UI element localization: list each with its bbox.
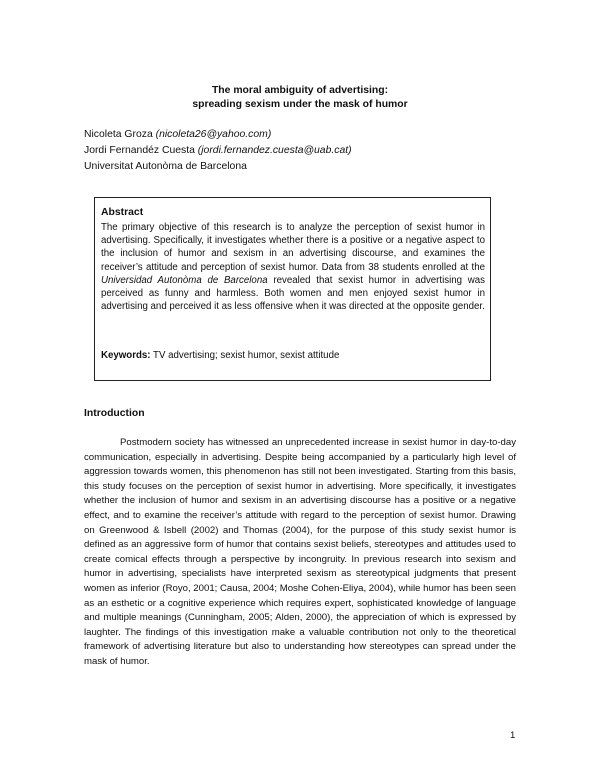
abstract-text-part-2: revealed that sexist humor in advertising was perceived as funny and harmless. Both women and men enjoyed sexist humor in advertising and perceived it as less offensive when it was directed at the opposite gender.: [101, 274, 485, 313]
abstract-text-part-1: The primary objective of this research is to analyze the perception of sexist humor in advertising. Specifically, it investigates whether there is a positive or a negative aspect to the inclusion of humor and sexism in an advertising discourse, and examines the receiver’s attitude and perception of sexist humor. Data from 38 students enrolled at the: [101, 222, 485, 273]
introduction-paragraph: Postmodern society has witnessed an unprecedented increase in sexist humor in day-to-day communication, especially in advertising. Despite being accompanied by a particularly high level of aggression towards women, this phenomenon has still not been investigated. Starting from this basis, this study focuses on the perception of sexist humor in advertising. More specifically, it investigates whether the inclusion of humor and sexism in an advertising discourse has a positive or a negative effect, and to examine the receiver’s attitude with regard to the perception of sexist humor. Drawing on Greenwood & Isbell (2002) and Thomas (2004), for the purpose of this study sexist humor is defined as an aggressive form of humor that contains sexist beliefs, stereotypes and attitudes used to create comical effects through a perspective by incongruity. In previous research into sexism and humor in advertising, specialists have interpreted sexism as stereotypical judgments that present women as inferior (Royo, 2001; Causa, 2004; Moshe Cohen-Eliya, 2004), while humor has been seen as an esthetic or a cognitive experience which requires expert, sophisticated knowledge of language and multiple meanings (Cunningham, 2005; Alden, 2000), the appreciation of which is expressed by laughter. The findings of this investigation make a valuable contribution not only to the theoretical framework of advertising literature but also to understanding how stereotypes can spread under the mask of humor.: [84, 437, 516, 667]
abstract-text: [101, 221, 485, 313]
author-1-name: Nicoleta Groza: [84, 129, 156, 140]
introduction-heading: Introduction: [84, 408, 145, 419]
abstract-university-name: Universidad Autonòma de Barcelona: [101, 274, 268, 286]
page-number: 1: [510, 730, 516, 741]
author-2: [84, 143, 352, 159]
abstract-heading: Abstract: [101, 207, 144, 218]
author-2-name: Jordi Fernandéz Cuesta: [84, 145, 198, 156]
keywords-line: [101, 350, 339, 361]
author-1-email: (nicoleta26@yahoo.com): [155, 129, 272, 140]
paper-title-line-1: The moral ambiguity of advertising:: [211, 85, 389, 96]
keywords-label: Keywords:: [101, 350, 151, 361]
affiliation: Universitat Autonòma de Barcelona: [84, 161, 247, 172]
author-block: [84, 127, 352, 175]
keywords-list: TV advertising; sexist humor, sexist attitude: [150, 350, 340, 361]
paper-title-line-2: spreading sexism under the mask of humor: [192, 99, 408, 110]
author-2-email: (jordi.fernandez.cuesta@uab.cat): [197, 145, 352, 156]
author-1: [84, 127, 352, 143]
